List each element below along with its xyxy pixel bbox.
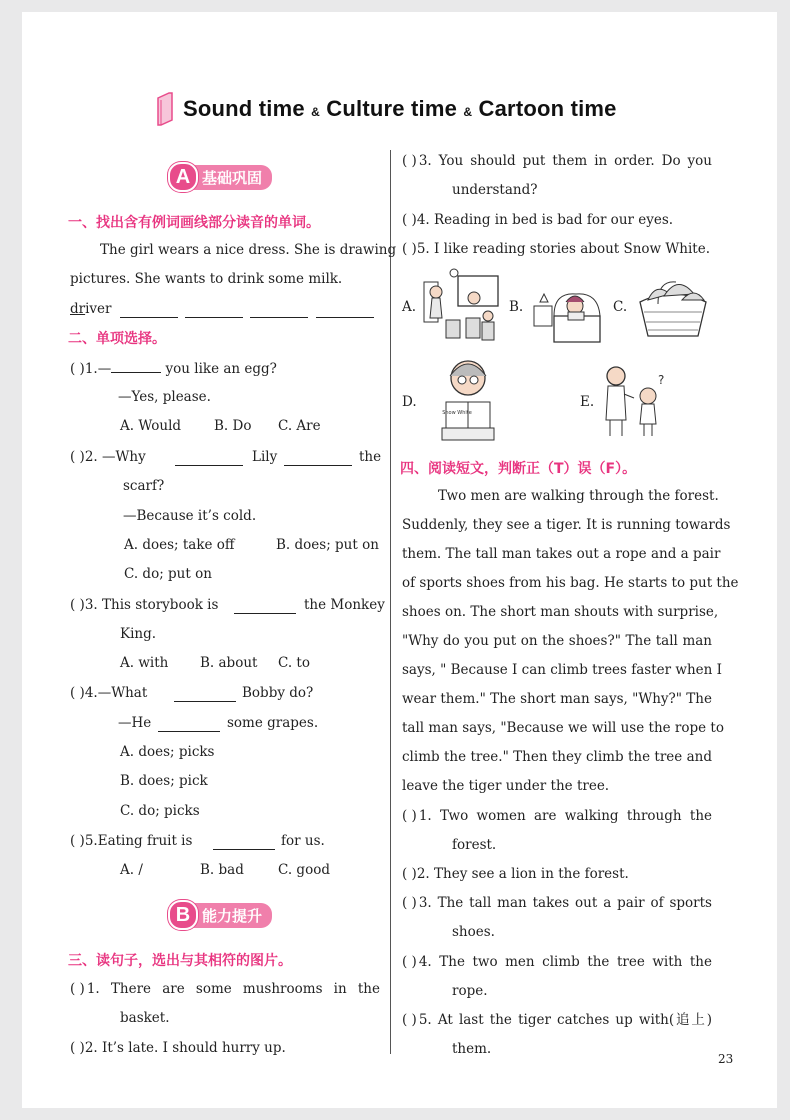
q4-item-3: ( ) 3. The tall man takes out a pair of sports <box>402 895 712 911</box>
section-b-badge: B 能力提升 <box>168 904 272 926</box>
option: C. do; put on <box>124 566 212 582</box>
q2-item-3: ( )3. This storybook is <box>70 597 219 613</box>
q2-item-5: ( )5.Eating fruit is <box>70 833 193 849</box>
q2-item-1-reply: —Yes, please. <box>118 389 211 405</box>
passage-line: them. The tall man takes out a rope and a pair <box>402 546 721 562</box>
answer-blank-2[interactable] <box>185 303 243 318</box>
option: B. does; pick <box>120 773 208 789</box>
answer-blank[interactable] <box>175 451 243 466</box>
q1-text-line2: pictures. She wants to drink some milk. <box>70 271 343 287</box>
q1-heading: 一、找出含有例词画线部分读音的单词。 <box>68 215 320 231</box>
q2-item-4-reply-b: some grapes. <box>227 715 319 731</box>
picture-label-d: D. <box>402 394 417 410</box>
q1-text-line1: The girl wears a nice dress. She is drawing <box>100 242 397 258</box>
q4-item-4-cont: rope. <box>452 983 488 999</box>
picture-e-teacher-and-boy <box>602 364 672 440</box>
option: A. Would <box>120 418 182 434</box>
q2-item-2-cont: scarf? <box>123 478 165 494</box>
passage-line: "Why do you put on the shoes?" The tall man <box>402 633 712 649</box>
answer-blank[interactable] <box>234 599 296 614</box>
q2-item-5-end: for us. <box>281 833 325 849</box>
q2-item-2-mid: Lily <box>252 449 278 465</box>
section-a-badge: A 基础巩固 <box>168 166 272 188</box>
q4-item-4: ( ) 4. The two men climb the tree with the <box>402 954 712 970</box>
option: C. good <box>278 862 330 878</box>
q2-item-2-end: the <box>359 449 382 465</box>
picture-b-reading-in-bed <box>530 272 602 344</box>
passage-line: leave the tiger under the tree. <box>402 778 610 794</box>
q2-item-4-end: Bobby do? <box>242 685 314 701</box>
option: A. with <box>120 655 169 671</box>
q4-item-1: ( ) 1. Two women are walking through the <box>402 808 712 824</box>
q4-item-2: ( )2. They see a lion in the forest. <box>402 866 629 882</box>
example-word: driver <box>70 301 112 317</box>
option: B. about <box>200 655 258 671</box>
option: B. Do <box>214 418 252 434</box>
answer-blank[interactable] <box>111 358 161 373</box>
option: A. / <box>120 862 143 878</box>
option: C. do; picks <box>120 803 200 819</box>
picture-label-b: B. <box>509 299 524 315</box>
q4-item-5-cont: them. <box>452 1041 492 1057</box>
q4-item-1-cont: forest. <box>452 837 497 853</box>
passage-line: says, " Because I can climb trees faster when I <box>402 662 722 678</box>
answer-blank[interactable] <box>158 717 220 732</box>
q3-item-1: ( ) 1. There are some mushrooms in the <box>70 981 380 997</box>
q2-item-2: ( )2. —Why <box>70 449 146 465</box>
option: A. does; take off <box>124 537 235 553</box>
page-number: 23 <box>718 1052 734 1066</box>
option: A. does; picks <box>120 744 215 760</box>
answer-blank-3[interactable] <box>250 303 308 318</box>
picture-d-girl-reading <box>436 356 500 442</box>
q2-item-3-cont: King. <box>120 626 157 642</box>
picture-c-mushroom-basket <box>634 272 712 342</box>
page-title: Sound time & Culture time & Cartoon time <box>183 96 617 121</box>
picture-label-c: C. <box>613 299 628 315</box>
q3-item-5: ( )5. I like reading stories about Snow White. <box>402 241 710 257</box>
passage-line: shoes on. The short man shouts with surprise, <box>402 604 719 620</box>
option: C. to <box>278 655 310 671</box>
passage-line: Suddenly, they see a tiger. It is running towards <box>402 517 731 533</box>
page-corner-icon <box>155 92 175 126</box>
q2-item-2-reply: —Because it’s cold. <box>123 508 257 524</box>
passage-line: wear them." The short man says, "Why?" The <box>402 691 712 707</box>
q2-heading: 二、单项选择。 <box>68 331 166 347</box>
q3-item-3-cont: understand? <box>452 182 538 198</box>
q4-item-5: ( ) 5. At last the tiger catches up with(追上) <box>402 1012 712 1028</box>
svg-text:?: ? <box>658 373 665 387</box>
q2-item-4: ( )4.—What <box>70 685 148 701</box>
picture-label-e: E. <box>580 394 595 410</box>
passage-line: tall man says, "Because we will use the rope to <box>402 720 724 736</box>
q2-item-4-reply-a: —He <box>118 715 152 731</box>
option: B. bad <box>200 862 244 878</box>
passage-line: Two men are walking through the forest. <box>438 488 719 504</box>
q3-item-3: ( ) 3. You should put them in order. Do you <box>402 153 712 169</box>
q4-item-3-cont: shoes. <box>452 924 495 940</box>
answer-blank-4[interactable] <box>316 303 374 318</box>
answer-blank[interactable] <box>174 687 236 702</box>
passage-line: of sports shoes from his bag. He starts to put the <box>402 575 739 591</box>
passage-line: climb the tree." Then they climb the tree and <box>402 749 712 765</box>
q4-heading: 四、阅读短文，判断正（T）误（F）。 <box>400 461 637 477</box>
q3-item-1-cont: basket. <box>120 1010 170 1026</box>
q2-item-3-end: the Monkey <box>304 597 385 613</box>
answer-blank[interactable] <box>213 835 275 850</box>
q3-item-4: ( )4. Reading in bed is bad for our eyes. <box>402 212 674 228</box>
picture-label-a: A. <box>402 299 417 315</box>
q1-example-row <box>70 299 380 319</box>
q2-item-1: ( )1.— you like an egg? <box>70 358 277 379</box>
title-bar <box>155 92 617 126</box>
q3-heading: 三、读句子，选出与其相符的图片。 <box>68 953 292 969</box>
column-divider <box>390 150 391 1054</box>
q3-item-2: ( )2. It’s late. I should hurry up. <box>70 1040 286 1056</box>
option: C. Are <box>278 418 321 434</box>
answer-blank[interactable] <box>284 451 352 466</box>
answer-blank-1[interactable] <box>120 303 178 318</box>
option: B. does; put on <box>276 537 379 553</box>
picture-a-classroom <box>422 268 502 346</box>
book-title-text: Snow White <box>442 410 472 416</box>
